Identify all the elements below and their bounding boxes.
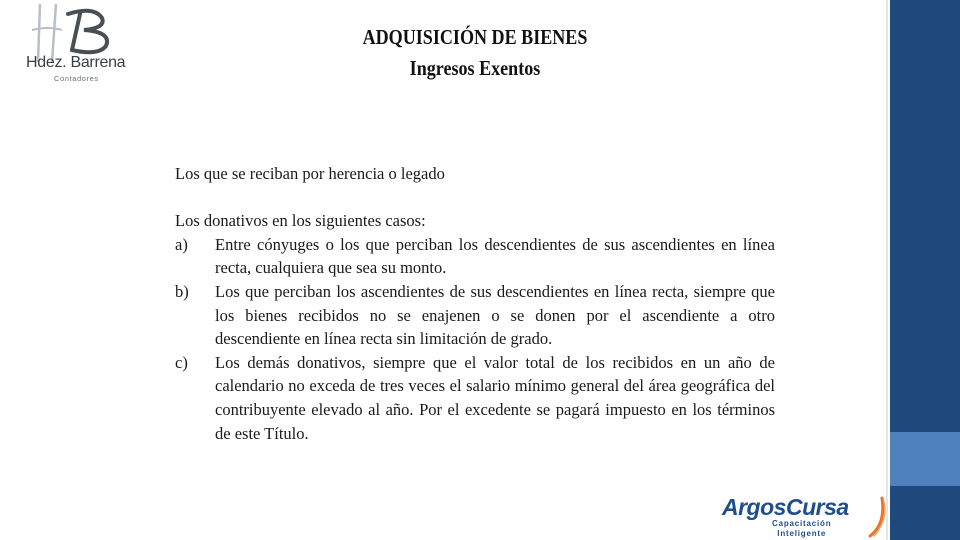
slide-title [200,22,750,84]
list-marker: b) [175,281,189,301]
right-band-accent [890,432,960,486]
brand-tagline-2: Inteligente [777,529,827,538]
band-divider [886,0,888,540]
brand-tagline [772,519,831,539]
list-item-b [175,280,775,351]
list-marker: a) [175,234,188,254]
list-item-c [175,351,775,445]
body-paragraph-inheritance: Los que se reciban por herencia o legado [175,164,445,183]
brand-tagline-1: Capacitación [772,519,832,528]
title-line-1: ADQUISICIÓN DE BIENES [362,25,588,49]
list-item-text: Entre cónyuges o los que perciban los descendientes de sus ascendientes en línea recta, cualquiera que sea su monto. [215,234,775,278]
list-marker: c) [175,352,188,372]
swoosh-icon [868,494,888,540]
brand-word-2: Cursa [785,494,849,520]
argoscursa-logo [722,494,892,540]
list-item-text: Los que perciban los ascendientes de sus descendientes en línea recta, siempre que los bienes recibidos no se enajenen o se donen por el ascendiente a otro descendiente en línea recta sin limitación de grado. [215,281,775,349]
brand-wordmark [722,494,849,520]
logo-name: Hdez. Barrena [26,54,126,71]
body-paragraph-donations: Los donativos en los siguientes casos: [175,211,426,231]
slide-body [175,162,775,445]
logo-subtitle: Contadores [54,74,99,83]
title-line-2: Ingresos Exentos [409,56,541,80]
spacer [175,186,775,210]
list-item-a [175,233,775,280]
brand-word-1: Argos [722,494,786,520]
list-item-text: Los demás donativos, siempre que el valor total de los recibidos en un año de calendario no exceda de tres veces el salario mínimo general del área geográfica del contribuyente elevado al año. Por el excedente se pagará impuesto en los términos de este Título. [215,352,775,443]
